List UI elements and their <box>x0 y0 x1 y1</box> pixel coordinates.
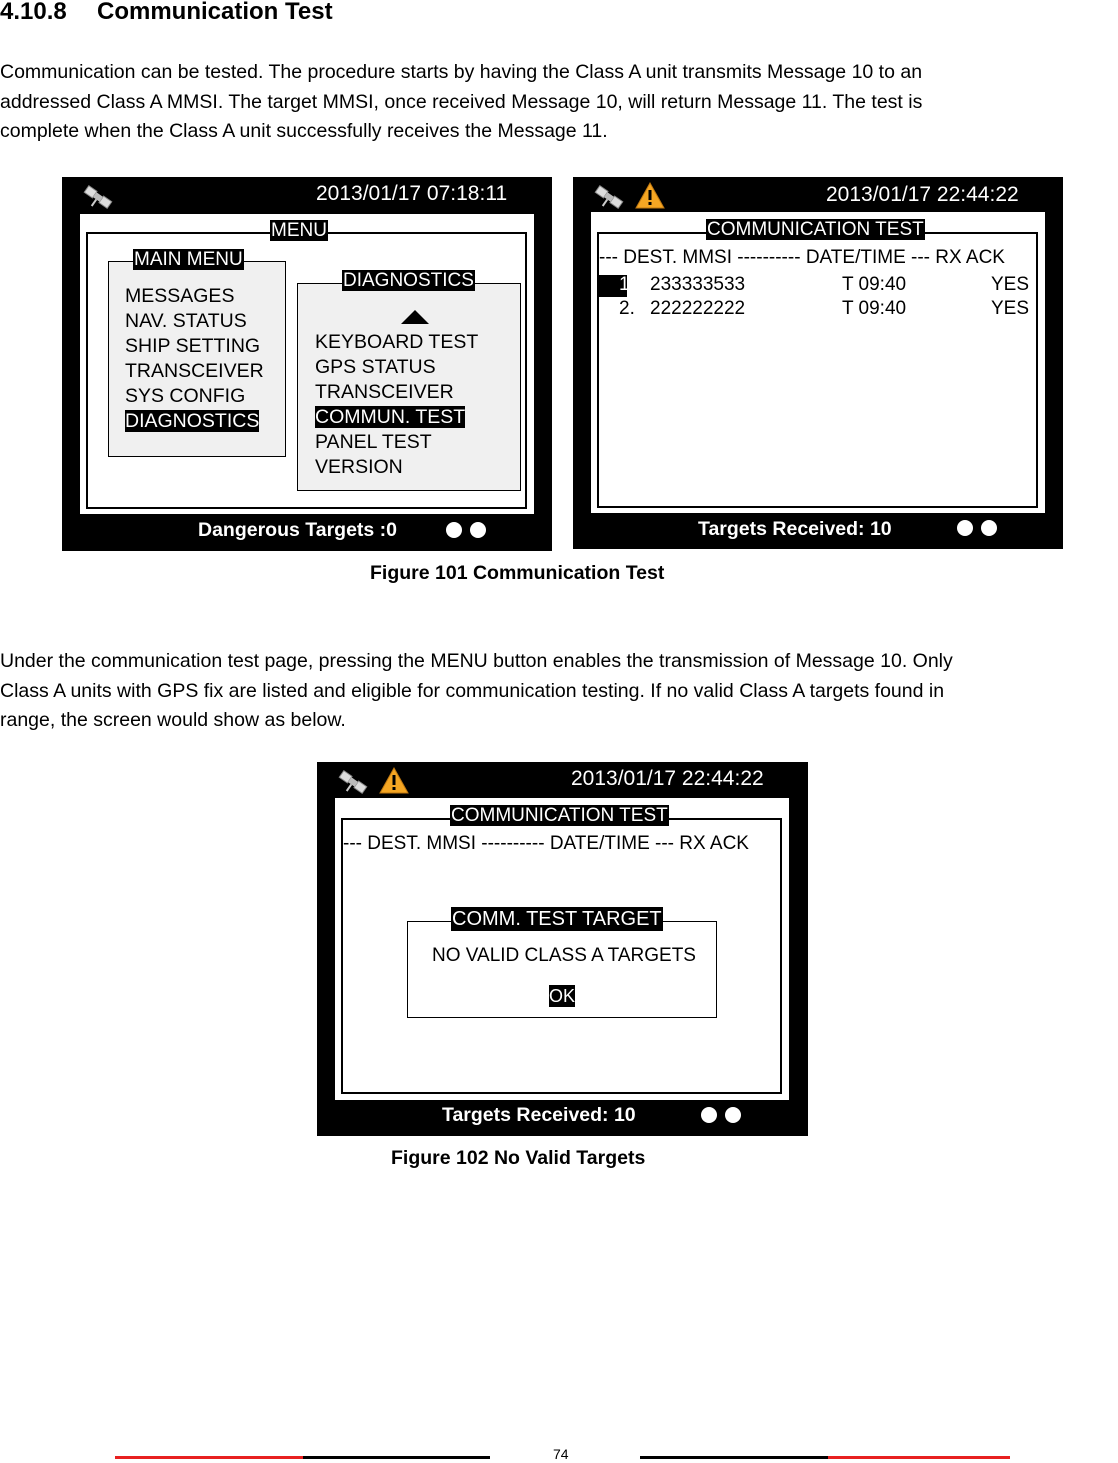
table-header: --- DEST. MMSI ---------- DATE/TIME --- RX ACK <box>599 247 1005 268</box>
page-number: 74 <box>553 1446 569 1462</box>
datetime: 2013/01/17 22:44:22 <box>571 767 764 790</box>
middle-line: range, the screen would show as below. <box>0 709 346 731</box>
menu-item-ship-setting[interactable]: SHIP SETTING <box>125 335 261 357</box>
indicator-dot <box>446 522 462 538</box>
indicator-dot <box>470 522 486 538</box>
diagnostics-list <box>315 330 478 480</box>
section-number: 4.10.8 <box>0 0 67 25</box>
indicator-dot <box>725 1107 741 1123</box>
status-text: Dangerous Targets :0 <box>198 519 398 541</box>
row-ack: YES <box>991 298 1030 319</box>
diagnostics-title: DIAGNOSTICS <box>343 270 474 291</box>
satellite-icon <box>591 181 627 213</box>
menu-screen <box>62 177 552 551</box>
intro-line: complete when the Class A unit successfully receives the Message 11. <box>0 120 608 142</box>
middle-line: Under the communication test page, pressing the MENU button enables the transmission of Message 10. Only <box>0 650 953 672</box>
diag-item-version[interactable]: VERSION <box>315 456 403 478</box>
indicator-dot <box>701 1107 717 1123</box>
figure-caption: Figure 101 Communication Test <box>370 562 665 584</box>
communication-test-screen <box>573 177 1063 549</box>
footer-rule <box>303 1456 490 1459</box>
footer-rule <box>115 1456 303 1459</box>
triangle-up-icon[interactable] <box>401 310 429 324</box>
row-ack: YES <box>991 274 1030 295</box>
no-valid-targets-screen <box>317 762 808 1136</box>
middle-line: Class A units with GPS fix are listed and eligible for communication testing. If no valid Class A targets found in <box>0 679 945 702</box>
indicator-dot <box>981 520 997 536</box>
row-mmsi[interactable]: 222222222 <box>650 298 746 319</box>
row-time: T 09:40 <box>842 298 907 319</box>
middle-paragraph <box>0 647 1118 736</box>
indicator-dot <box>957 520 973 536</box>
diag-item-panel-test[interactable]: PANEL TEST <box>315 431 432 453</box>
intro-line: Communication can be tested. The procedure starts by having the Class A unit transmits Message 10 to an <box>0 61 923 83</box>
menu-item-transceiver[interactable]: TRANSCEIVER <box>125 360 264 382</box>
menu-item-nav-status[interactable]: NAV. STATUS <box>125 310 247 332</box>
row-time: T 09:40 <box>842 274 907 295</box>
ok-button[interactable]: OK <box>549 986 576 1006</box>
diag-item-transceiver[interactable]: TRANSCEIVER <box>315 381 454 403</box>
dialog-title: COMM. TEST TARGET <box>452 908 662 930</box>
section-title: Communication Test <box>97 0 333 25</box>
menu-item-messages[interactable]: MESSAGES <box>125 285 235 307</box>
menu-item-diagnostics[interactable]: DIAGNOSTICS <box>125 410 260 432</box>
screen-body <box>335 798 789 1100</box>
status-text: Targets Received: 10 <box>698 518 892 540</box>
figure-caption: Figure 102 No Valid Targets <box>391 1147 646 1169</box>
datetime: 2013/01/17 22:44:22 <box>826 183 1019 206</box>
comm-test-title: COMMUNICATION TEST <box>707 219 924 240</box>
row-mmsi[interactable]: 233333533 <box>650 274 746 295</box>
menu-item-sys-config[interactable]: SYS CONFIG <box>125 385 246 407</box>
row-index: 1. <box>619 274 635 295</box>
row-index: 2. <box>619 298 635 319</box>
diag-item-keyboard-test[interactable]: KEYBOARD TEST <box>315 331 479 353</box>
main-menu-list <box>125 284 264 434</box>
warning-icon <box>379 767 409 794</box>
datetime: 2013/01/17 07:18:11 <box>316 182 508 205</box>
footer-rule <box>828 1456 1010 1459</box>
warning-icon <box>635 182 665 209</box>
intro-paragraph <box>0 58 1118 147</box>
satellite-icon <box>80 181 116 213</box>
comm-test-title: COMMUNICATION TEST <box>451 805 668 826</box>
dialog-message: NO VALID CLASS A TARGETS <box>432 945 696 966</box>
diag-item-commun-test[interactable]: COMMUN. TEST <box>315 406 466 428</box>
diag-item-gps-status[interactable]: GPS STATUS <box>315 356 436 378</box>
table-header: --- DEST. MMSI ---------- DATE/TIME --- RX ACK <box>343 833 749 854</box>
section-heading <box>0 0 333 26</box>
main-menu-title: MAIN MENU <box>134 249 243 270</box>
status-text: Targets Received: 10 <box>442 1104 636 1126</box>
satellite-icon <box>335 766 371 798</box>
screen-body <box>80 214 534 514</box>
intro-line: addressed Class A MMSI. The target MMSI, once received Message 10, will return Message 11. The test is <box>0 90 923 113</box>
footer-rule <box>640 1456 828 1459</box>
screen-body <box>591 212 1045 513</box>
menu-title: MENU <box>271 220 327 241</box>
